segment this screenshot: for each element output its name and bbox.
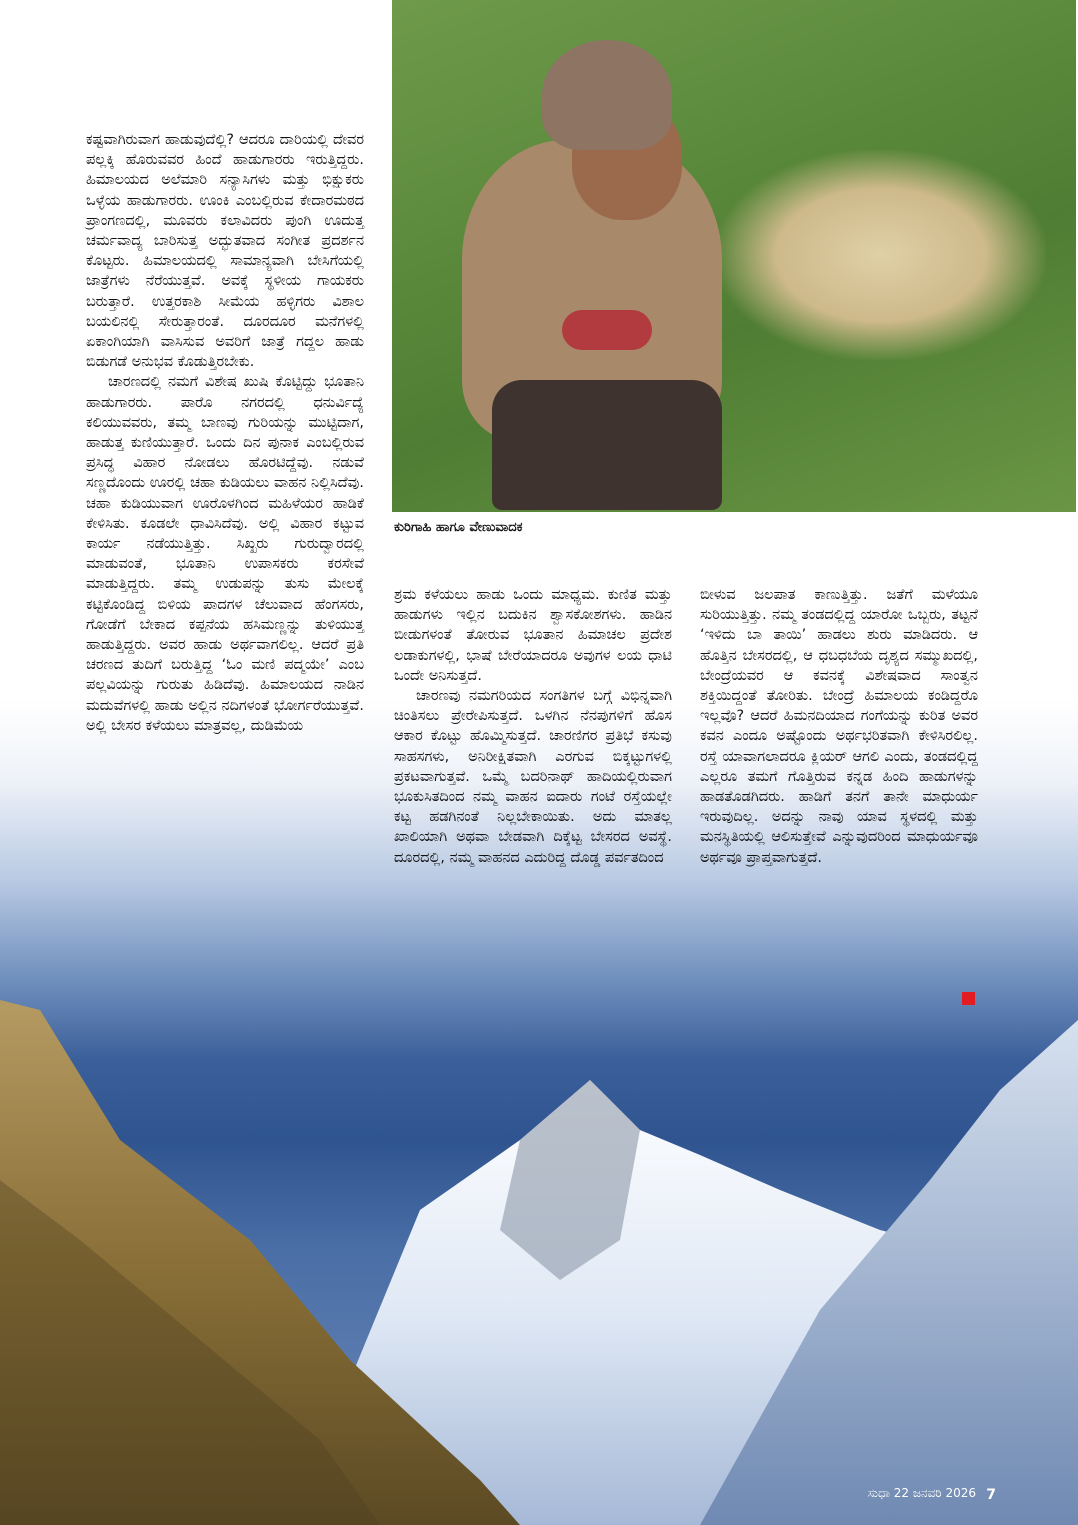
article-photo — [392, 0, 1076, 512]
article-column-2 — [394, 585, 672, 868]
paragraph: ಕಷ್ಟವಾಗಿರುವಾಗ ಹಾಡುವುದೆಲ್ಲಿ? ಆದರೂ ದಾರಿಯಲ್ಲಿ ದೇವರ ಪಲ್ಲಕ್ಕಿ ಹೊರುವವರ ಹಿಂದೆ ಹಾಡುಗಾರರು ಇರುತ್ತಿದ್ದರು. ಹಿಮಾಲಯದ ಅಲೆಮಾರಿ ಸನ್ಯಾಸಿಗಳು ಮತ್ತು ಭಿಕ್ಷುಕರು ಒಳ್ಳೆಯ ಹಾಡುಗಾರರು. ಊಂಕಿ ಎಂಬಲ್ಲಿರುವ ಕೇದಾರಮಠದ ಪ್ರಾಂಗಣದಲ್ಲಿ, ಮೂವರು ಕಲಾವಿದರು ಪುಂಗಿ ಊದುತ್ತ ಚರ್ಮವಾದ್ಯ ಬಾರಿಸುತ್ತ ಅದ್ಭುತವಾದ ಸಂಗೀತ ಪ್ರದರ್ಶನ ಕೊಟ್ಟರು. ಹಿಮಾಲಯದಲ್ಲಿ ಸಾಮಾನ್ಯವಾಗಿ ಬೇಸಿಗೆಯಲ್ಲಿ ಜಾತ್ರೆಗಳು ನೆರೆಯುತ್ತವೆ. ಅವಕ್ಕೆ ಸ್ಥಳೀಯ ಗಾಯಕರು ಬರುತ್ತಾರೆ. ಉತ್ತರಕಾಶಿ ಸೀಮೆಯ ಹಳ್ಳಿಗರು ವಿಶಾಲ ಬಯಲಿನಲ್ಲಿ ಸೇರುತ್ತಾರಂತೆ. ದೂರದೂರ ಮನೆಗಳಲ್ಲಿ ಏಕಾಂಗಿಯಾಗಿ ವಾಸಿಸುವ ಅವರಿಗೆ ಜಾತ್ರೆ ಗದ್ದಲ ಹಾಡು ಬಿಡುಗಡೆ ಅನುಭವ ಕೊಡುತ್ತಿರಬೇಕು. — [86, 132, 364, 371]
woolen-cap — [542, 40, 672, 150]
photo-caption: ಕುರಿಗಾಹಿ ಹಾಗೂ ವೇಣುವಾದಕ — [394, 520, 523, 535]
article-column-3 — [700, 585, 978, 868]
paragraph: ಶ್ರಮ ಕಳೆಯಲು ಹಾಡು ಒಂದು ಮಾಧ್ಯಮ. ಕುಣಿತ ಮತ್ತು ಹಾಡುಗಳು ಇಲ್ಲಿನ ಬದುಕಿನ ಶ್ವಾಸಕೋಶಗಳು. ಹಾಡಿನ ಬೀಡುಗಳಂತೆ ತೋರುವ ಭೂತಾನ ಹಿಮಾಚಲ ಪ್ರದೇಶ ಲಡಾಕುಗಳಲ್ಲಿ, ಭಾಷೆ ಬೇರೆಯಾದರೂ ಅವುಗಳ ಲಯ ಧಾಟಿ ಒಂದೇ ಅನಿಸುತ್ತದೆ. — [394, 587, 672, 684]
red-sash — [562, 310, 652, 350]
paragraph: ಚಾರಣದಲ್ಲಿ ನಮಗೆ ವಿಶೇಷ ಖುಷಿ ಕೊಟ್ಟಿದ್ದು ಭೂತಾನಿ ಹಾಡುಗಾರರು. ಪಾರೊ ನಗರದಲ್ಲಿ ಧನುರ್ವಿದ್ಯೆ ಕಲಿಯುವವರು, ತಮ್ಮ ಬಾಣವು ಗುರಿಯನ್ನು ಮುಟ್ಟಿದಾಗ, ಹಾಡುತ್ತ ಕುಣಿಯುತ್ತಾರೆ. ಒಂದು ದಿನ ಪುನಾಕ ಎಂಬಲ್ಲಿರುವ ಪ್ರಸಿದ್ಧ ವಿಹಾರ ನೋಡಲು ಹೊರಟಿದ್ದೆವು. ನಡುವೆ ಸಣ್ಣದೊಂದು ಊರಲ್ಲಿ ಚಹಾ ಕುಡಿಯಲು ವಾಹನ ನಿಲ್ಲಿಸಿದೆವು. ಚಹಾ ಕುಡಿಯುವಾಗ ಊರೊಳಗಿಂದ ಮಹಿಳೆಯರ ಹಾಡಿಕೆ ಕೇಳಿಸಿತು. ಕೂಡಲೇ ಧಾವಿಸಿದೆವು. ಅಲ್ಲಿ ವಿಹಾರ ಕಟ್ಟುವ ಕಾರ್ಯ ನಡೆಯುತ್ತಿತ್ತು. ಸಿಖ್ಖರು ಗುರುದ್ವಾರದಲ್ಲಿ ಮಾಡುವಂತೆ, ಭೂತಾನಿ ಉಪಾಸಕರು ಕರಸೇವೆ ಮಾಡುತ್ತಿದ್ದರು. ತಮ್ಮ ಉಡುಪನ್ನು ತುಸು ಮೇಲಕ್ಕೆ ಕಟ್ಟಿಕೊಂಡಿದ್ದ ಬಿಳಿಯ ಪಾದಗಳ ಚೆಲುವಾದ ಹೆಂಗಸರು, ಗೋಡೆಗೆ ಬೇಕಾದ ಕಪ್ಪನೆಯ ಹಸಿಮಣ್ಣನ್ನು ತುಳಿಯುತ್ತ ಹಾಡುತ್ತಿದ್ದರು. ಅವರ ಹಾಡು ಅರ್ಥವಾಗಲಿಲ್ಲ. ಆದರೆ ಪ್ರತಿ ಚರಣದ ತುದಿಗೆ ಬರುತ್ತಿದ್ದ ‘ಓಂ ಮಣಿ ಪದ್ಮಯೇ’ ಎಂಬ ಪಲ್ಲವಿಯನ್ನು ಗುರುತು ಹಿಡಿದೆವು. ಹಿಮಾಲಯದ ನಾಡಿನ ಮದುವೆಗಳಲ್ಲಿ ಹಾಡು ಅಲ್ಲಿನ ನದಿಗಳಂತೆ ಭೋರ್ಗರೆಯುತ್ತವೆ. ಅಲ್ಲಿ ಬೇಸರ ಕಳೆಯಲು ಮಾತ್ರವಲ್ಲ, ದುಡಿಮೆಯ — [86, 374, 364, 734]
shepherd-legs — [492, 380, 722, 510]
article-column-1 — [86, 130, 364, 736]
page-number: 7 — [986, 1487, 996, 1503]
himalaya-mountain-photo — [0, 980, 1078, 1525]
footer-publication: ಸುಧಾ 22 ಜನವರಿ 2026 — [867, 1486, 976, 1500]
paragraph: ಬೀಳುವ ಜಲಪಾತ ಕಾಣುತ್ತಿತ್ತು. ಜತೆಗೆ ಮಳೆಯೂ ಸುರಿಯುತ್ತಿತ್ತು. ನಮ್ಮ ತಂಡದಲ್ಲಿದ್ದ ಯಾರೋ ಒಬ್ಬರು, ತಟ್ಟನೆ ‘ಇಳಿದು ಬಾ ತಾಯಿ’ ಹಾಡಲು ಶುರು ಮಾಡಿದರು. ಆ ಹೊತ್ತಿನ ಬೇಸರದಲ್ಲಿ, ಆ ಧಬಧಬೆಯ ದೃಶ್ಯದ ಸಮ್ಮುಖದಲ್ಲಿ, ಬೇಂದ್ರೆಯವರ ಆ ಕವನಕ್ಕೆ ವಿಶೇಷವಾದ ಸಾಂತ್ವನ ಶಕ್ತಿಯಿದ್ದಂತೆ ತೋರಿತು. ಬೇಂದ್ರೆ ಹಿಮಾಲಯ ಕಂಡಿದ್ದರೊ ಇಲ್ಲವೊ? ಆದರೆ ಹಿಮನದಿಯಾದ ಗಂಗೆಯನ್ನು ಕುರಿತ ಅವರ ಕವನ ಎಂದೂ ಅಷ್ಟೊಂದು ಅರ್ಥಭರಿತವಾಗಿ ಕೇಳಿಸಿರಲಿಲ್ಲ. ರಸ್ತೆ ಯಾವಾಗಲಾದರೂ ಕ್ಲಿಯರ್ ಆಗಲಿ ಎಂದು, ತಂಡದಲ್ಲಿದ್ದ ಎಲ್ಲರೂ ತಮಗೆ ಗೊತ್ತಿರುವ ಕನ್ನಡ ಹಿಂದಿ ಹಾಡುಗಳನ್ನು ಹಾಡತೊಡಗಿದರು. ಹಾಡಿಗೆ ತನಗೆ ತಾನೇ ಮಾಧುರ್ಯ ಇರುವುದಿಲ್ಲ. ಅದನ್ನು ನಾವು ಯಾವ ಸ್ಥಳದಲ್ಲಿ ಮತ್ತು ಮನಸ್ಥಿತಿಯಲ್ಲಿ ಆಲಿಸುತ್ತೇವೆ ಎನ್ನುವುದರಿಂದ ಮಾಧುರ್ಯವೂ ಅರ್ಥವೂ ಪ್ರಾಪ್ತವಾಗುತ್ತದೆ. — [700, 587, 978, 866]
paragraph: ಚಾರಣವು ನಮಗರಿಯದ ಸಂಗತಿಗಳ ಬಗ್ಗೆ ವಿಭಿನ್ನವಾಗಿ ಚಿಂತಿಸಲು ಪ್ರೇರೇಪಿಸುತ್ತದೆ. ಒಳಗಿನ ನೆನಪುಗಳಿಗೆ ಹೊಸ ಆಕಾರ ಕೊಟ್ಟು ಹೊಮ್ಮಿಸುತ್ತದೆ. ಚಾರಣಿಗರ ಪ್ರತಿಭೆ ಕಸುವು ಸಾಹಸಗಳು, ಅನಿರೀಕ್ಷಿತವಾಗಿ ಎರಗುವ ಬಿಕ್ಕಟ್ಟುಗಳಲ್ಲಿ ಪ್ರಕಟವಾಗುತ್ತವೆ. ಒಮ್ಮೆ ಬದರಿನಾಥ್ ಹಾದಿಯಲ್ಲಿರುವಾಗ ಭೂಕುಸಿತದಿಂದ ನಮ್ಮ ವಾಹನ ಐದಾರು ಗಂಟೆ ರಸ್ತೆಯಲ್ಲೇ ಕಟ್ಟ ಹಡಗಿನಂತೆ ನಿಲ್ಲಬೇಕಾಯಿತು. ಅದು ಮಾತಲ್ಲ ಖಾಲಿಯಾಗಿ ಅಥವಾ ಬೇಡವಾಗಿ ದಿಕ್ಕೆಟ್ಟ ಬೇಸರದ ಅವಸ್ಥೆ. ದೂರದಲ್ಲಿ, ನಮ್ಮ ವಾಹನದ ಎದುರಿದ್ದ ದೊಡ್ಡ ಪರ್ವತದಿಂದ — [394, 688, 672, 866]
grass-bundle — [716, 150, 1046, 360]
